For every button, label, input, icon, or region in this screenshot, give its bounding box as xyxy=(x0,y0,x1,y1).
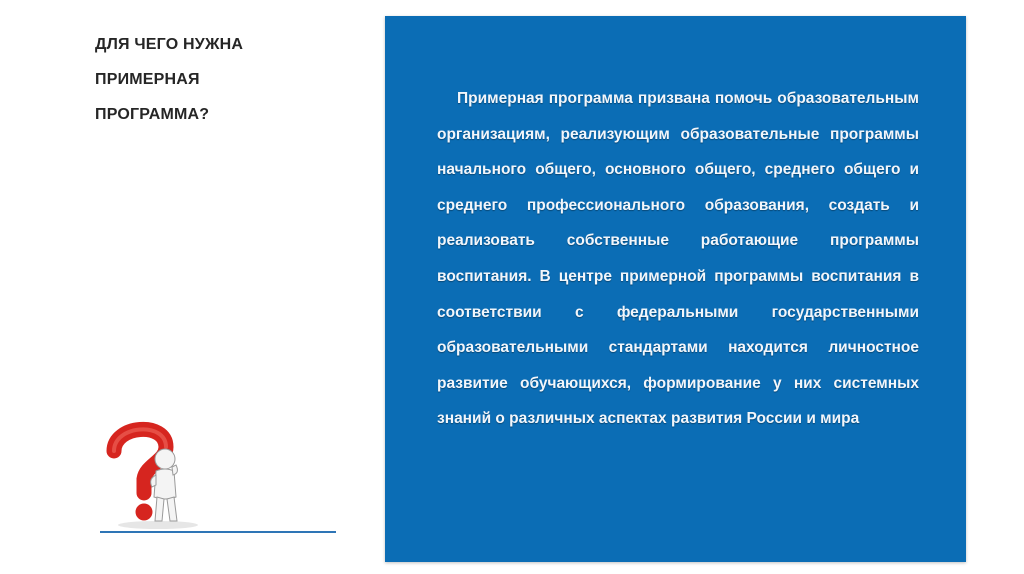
question-mark-figure-icon xyxy=(98,415,208,533)
slide-title-line-3: ПРОГРАММА? xyxy=(95,106,210,123)
panel-body-text: Примерная программа призвана помочь образовательным организациям, реализующим образовательные программы начального общего, основного общего, среднего общего и среднего профессионального образования, создать и реализовать собственные работающие программы воспитания. В центре примерной программы воспитания в соответствии с федеральными государственными образовательными стандартами находится личностное развитие обучающихся, формирование у них системных знаний о различных аспектах развития России и мира xyxy=(437,90,919,428)
slide-title-line-1: ДЛЯ ЧЕГО НУЖНА xyxy=(95,36,244,53)
slide-title xyxy=(95,27,345,132)
slide-title-line-2: ПРИМЕРНАЯ xyxy=(95,71,200,88)
content-panel xyxy=(385,16,966,562)
title-divider xyxy=(100,531,336,533)
